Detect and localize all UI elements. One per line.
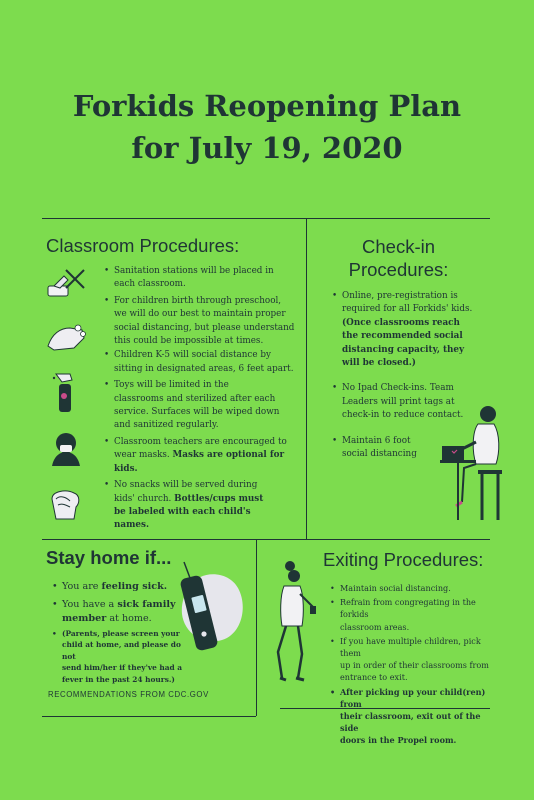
walking-person-illustration	[268, 556, 324, 686]
list-item: • You are feeling sick.	[52, 580, 192, 595]
list-item: • You have a sick family member at home.	[52, 598, 192, 627]
list-item: • Maintain social distancing.	[330, 582, 500, 594]
checkin-heading-line2: Procedures:	[348, 259, 449, 280]
person-laptop-illustration	[438, 402, 508, 524]
handwashing-icon	[44, 320, 90, 354]
cup-icon	[46, 485, 86, 523]
lower-vertical-divider	[256, 539, 257, 716]
list-item: • Sanitation stations will be placed in each classroom.	[104, 265, 304, 292]
spray-bottle-icon	[50, 370, 80, 414]
stay-home-note	[52, 628, 187, 685]
stayhome-bottom-divider	[42, 716, 256, 717]
stay-home-heading: Stay home if...	[46, 547, 172, 568]
mask-person-icon	[48, 430, 84, 468]
thermometer-illustration	[170, 556, 250, 660]
list-item: • Children K-5 will social distance by sitting in designated areas, 6 feet apart.	[104, 349, 304, 376]
classroom-procedures-list	[104, 265, 304, 533]
page-title-line2: for July 19, 2020	[131, 131, 403, 165]
list-item: • Toys will be limited in the classrooms and sterilized after each service. Surfaces will be wiped down and sanitized regularly.	[104, 379, 304, 433]
checkin-heading-line1: Check-in	[362, 236, 435, 257]
page-title-line1: Forkids Reopening Plan	[72, 89, 462, 123]
classroom-procedures-heading: Classroom Procedures:	[46, 235, 240, 256]
list-item: • After picking up your child(ren) from their classroom, exit out of the side doors in the Propel room.	[330, 686, 500, 747]
no-touch-icon	[44, 268, 90, 300]
list-item: • If you have multiple children, pick them up in order of their classrooms from entrance to exit.	[330, 635, 500, 684]
list-item: • (Parents, please screen your child at home, and please do not send him/her if they've had a fever in the past 24 hours.)	[52, 628, 187, 685]
exiting-procedures-heading: Exiting Procedures:	[323, 549, 484, 570]
list-item: • Refrain from congregating in the forkids classroom areas.	[330, 596, 500, 633]
list-item: • No snacks will be served during kids' church. Bottles/cups must be labeled with each child's names.	[104, 479, 304, 533]
list-item: • No Ipad Check-ins. Team Leaders will print tags at check-in to reduce contact.	[332, 382, 492, 422]
exiting-procedures-list	[330, 582, 500, 747]
middle-divider	[42, 539, 490, 540]
list-item: • For children birth through preschool, we will do our best to maintain proper social distancing, but please understand this could be impossible at times.	[104, 295, 304, 349]
top-divider	[42, 218, 490, 219]
list-item: • Online, pre-registration is required for all Forkids' kids. (Once classrooms reach the recommended social distancing capacity, they will be closed.)	[332, 290, 492, 370]
list-item: • Classroom teachers are encouraged to wear masks. Masks are optional for kids.	[104, 436, 304, 476]
cdc-recommendations: RECOMMENDATIONS FROM CDC.GOV	[48, 690, 209, 699]
list-item: • Maintain 6 foot social distancing	[332, 435, 492, 462]
